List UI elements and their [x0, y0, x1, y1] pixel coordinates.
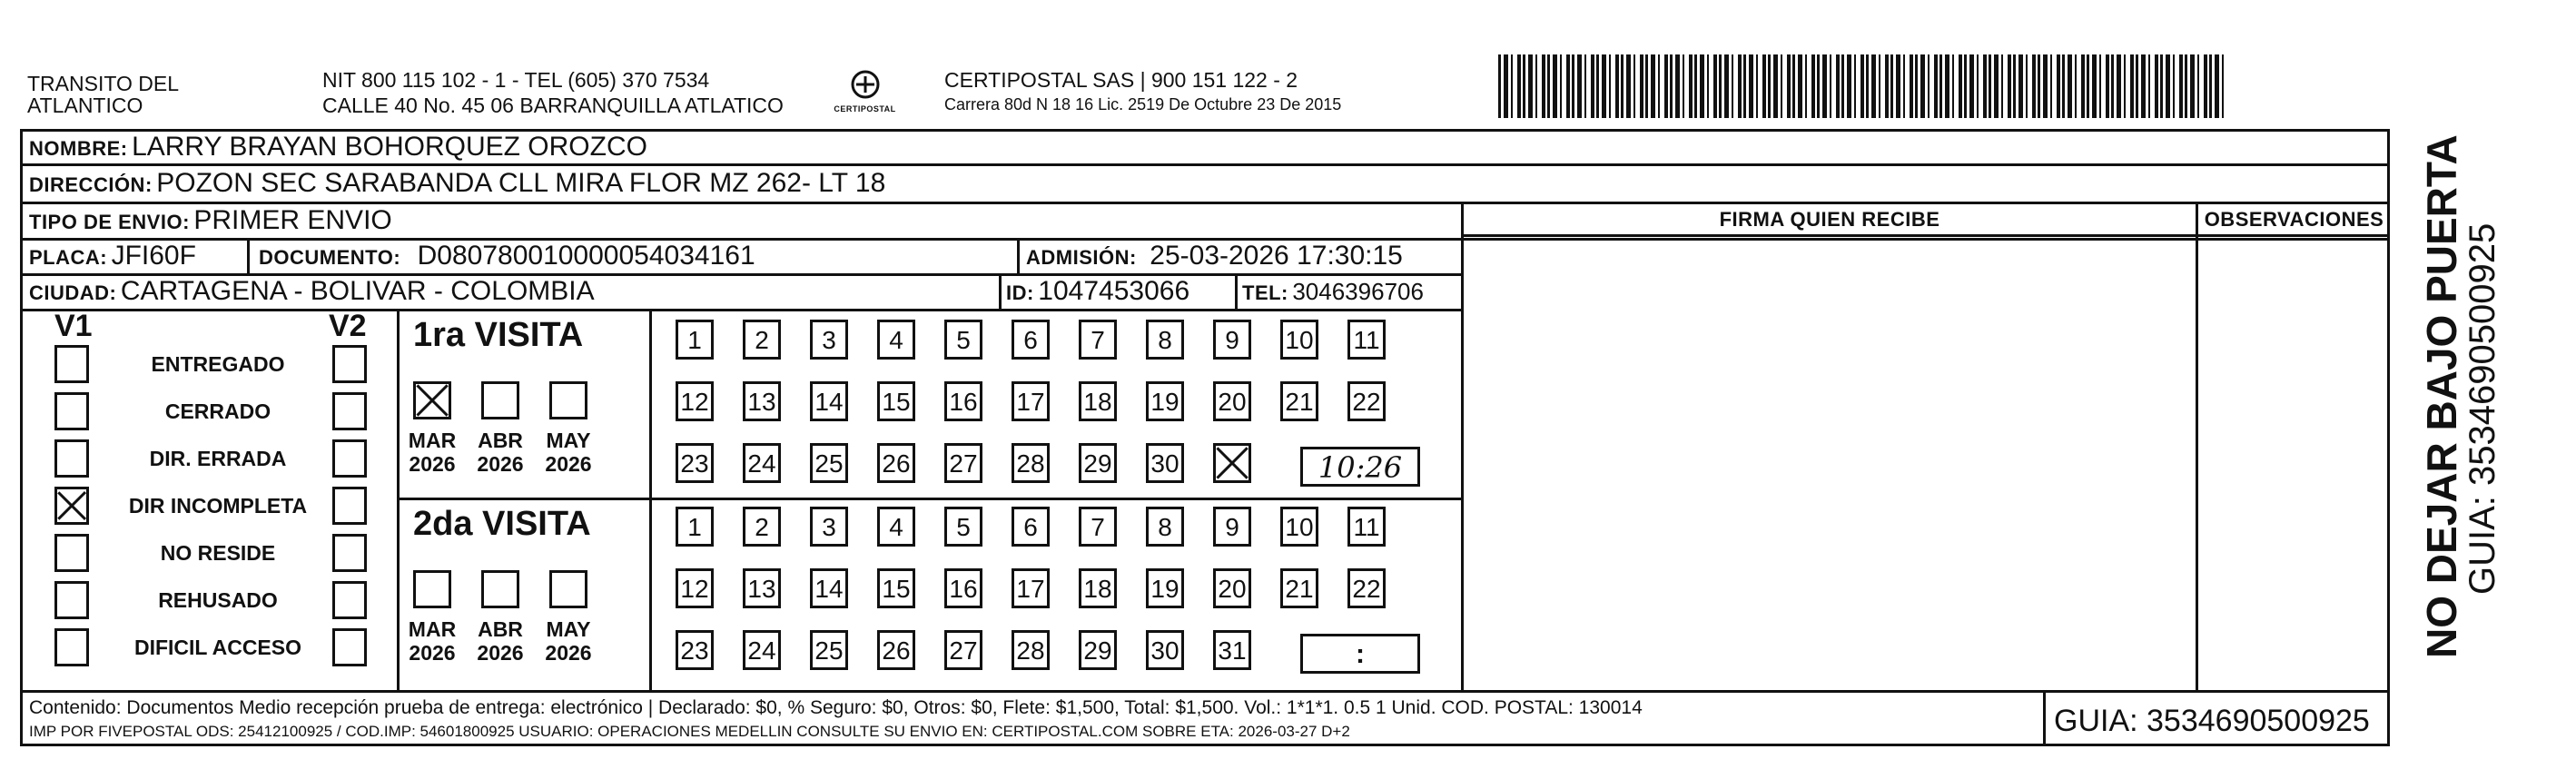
day-box[interactable]: 21	[1280, 381, 1318, 421]
tipo-envio-label: TIPO DE ENVIO:	[29, 211, 190, 233]
day-box[interactable]: 12	[676, 381, 714, 421]
placa-value: JFI60F	[111, 241, 196, 271]
day-box[interactable]: 10	[1280, 320, 1318, 360]
day-box[interactable]: 19	[1146, 381, 1184, 421]
month-label: ABR	[478, 429, 523, 452]
day-box[interactable]: 15	[877, 381, 915, 421]
status-label: CERRADO	[164, 399, 271, 423]
day-box[interactable]: 11	[1347, 507, 1386, 547]
day-box[interactable]: 20	[1213, 381, 1251, 421]
status-label: NO RESIDE	[160, 541, 276, 565]
placa-label: PLACA:	[29, 246, 108, 269]
certipostal-logo	[831, 69, 899, 119]
v2-checkbox[interactable]	[332, 439, 367, 478]
day-box[interactable]: 17	[1012, 381, 1050, 421]
org-line2: ATLANTICO	[27, 94, 143, 117]
footer-content	[29, 695, 2027, 743]
day-box[interactable]: 2	[743, 507, 781, 547]
tel-value: 3046396706	[1292, 278, 1424, 305]
month-checkbox[interactable]	[481, 381, 519, 419]
nit-line: NIT 800 115 102 - 1 - TEL (605) 370 7534	[322, 68, 710, 92]
v2-checkbox[interactable]	[332, 487, 367, 525]
day-box[interactable]: 25	[810, 443, 848, 483]
status-label: DIFICIL ACCESO	[133, 636, 301, 659]
status-label: DIR. ERRADA	[149, 447, 287, 470]
contenido-text: Contenido: Documentos Medio recepción prueba de entrega: electrónico | Declarado: $0, % Seguro: $0, Otros: $0, Flete: $1,500, Total: $1,500. Vol.: 1*1*1. 0.5 1 Unid. COD. POSTAL: 130014	[29, 697, 1643, 718]
month-checkbox[interactable]	[549, 570, 587, 608]
day-box[interactable]: 1	[676, 507, 714, 547]
year-label: 2026	[477, 452, 524, 476]
direccion-row	[29, 165, 885, 206]
day-box[interactable]: 5	[944, 507, 982, 547]
month-caption	[473, 429, 528, 476]
firma-header: FIRMA QUIEN RECIBE	[1719, 208, 1940, 231]
day-box[interactable]: 31	[1213, 630, 1251, 670]
status-label: DIR INCOMPLETA	[128, 494, 308, 518]
first-time-value: 10:26	[1318, 450, 1403, 485]
v2-checkbox[interactable]	[332, 628, 367, 666]
day-box[interactable]: 29	[1079, 630, 1117, 670]
first-time-box[interactable]	[1300, 447, 1420, 487]
day-box[interactable]: 12	[676, 568, 714, 608]
v2-checkbox[interactable]	[332, 581, 367, 619]
day-box[interactable]: 4	[877, 320, 915, 360]
year-label: 2026	[409, 641, 456, 665]
v1-checkbox[interactable]	[54, 345, 89, 383]
month-caption	[473, 617, 528, 665]
day-box[interactable]: 17	[1012, 568, 1050, 608]
v2-label: V2	[329, 309, 367, 343]
direccion-value: POZON SEC SARABANDA CLL MIRA FLOR MZ 262- LT 18	[156, 168, 886, 198]
month-checkbox[interactable]	[481, 570, 519, 608]
v1-checkbox[interactable]	[54, 628, 89, 666]
month-label: MAY	[546, 429, 591, 452]
org-contact	[322, 67, 784, 118]
day-box[interactable]: 23	[676, 630, 714, 670]
day-box[interactable]: 15	[877, 568, 915, 608]
v1-checkbox[interactable]	[54, 392, 89, 430]
v1-checkbox[interactable]	[54, 487, 89, 525]
org-line1: TRANSITO DEL	[27, 72, 179, 95]
second-time-box[interactable]	[1300, 634, 1420, 674]
month-checkbox[interactable]	[413, 381, 451, 419]
day-box[interactable]: 20	[1213, 568, 1251, 608]
id-value: 1047453066	[1038, 276, 1190, 306]
ciudad-value: CARTAGENA - BOLIVAR - COLOMBIA	[120, 276, 595, 306]
logo-text: CERTIPOSTAL	[834, 104, 896, 113]
month-label: ABR	[478, 617, 523, 641]
month-label: MAR	[408, 617, 457, 641]
day-box[interactable]: 24	[743, 443, 781, 483]
month-caption	[405, 429, 459, 476]
day-box[interactable]: 8	[1146, 320, 1184, 360]
day-box[interactable]: 28	[1012, 630, 1050, 670]
day-box[interactable]: 28	[1012, 443, 1050, 483]
day-box[interactable]: 7	[1079, 320, 1117, 360]
logo-emblem-icon	[847, 69, 883, 100]
status-label: ENTREGADO	[151, 352, 285, 376]
footer-guia: GUIA: 3534690500925	[2054, 704, 2370, 738]
month-label: MAR	[408, 429, 457, 452]
day-box[interactable]: 3	[810, 320, 848, 360]
courier-license: Carrera 80d N 18 16 Lic. 2519 De Octubre 23 De 2015	[944, 95, 1342, 113]
day-box[interactable]: 8	[1146, 507, 1184, 547]
v1-checkbox[interactable]	[54, 581, 89, 619]
day-box[interactable]: 1	[676, 320, 714, 360]
day-box[interactable]: 3	[810, 507, 848, 547]
month-checkbox[interactable]	[549, 381, 587, 419]
day-box[interactable]: 13	[743, 381, 781, 421]
day-box[interactable]: 18	[1079, 568, 1117, 608]
address-line: CALLE 40 No. 45 06 BARRANQUILLA ATLATICO	[322, 94, 784, 117]
day-box[interactable]: 25	[810, 630, 848, 670]
status-label: REHUSADO	[158, 588, 278, 612]
day-box[interactable]: 14	[810, 381, 848, 421]
month-caption	[541, 429, 596, 476]
day-box[interactable]: 9	[1213, 507, 1251, 547]
year-label: 2026	[477, 641, 524, 665]
day-box[interactable]: 4	[877, 507, 915, 547]
tel-label: TEL:	[1242, 281, 1288, 304]
day-box[interactable]: 14	[810, 568, 848, 608]
day-box[interactable]: 19	[1146, 568, 1184, 608]
nombre-label: NOMBRE:	[29, 137, 128, 160]
v2-checkbox[interactable]	[332, 534, 367, 572]
documento-value: D080780010000054034161	[417, 241, 755, 271]
month-checkbox[interactable]	[413, 570, 451, 608]
v1-checkbox[interactable]	[54, 439, 89, 478]
day-box[interactable]: 10	[1280, 507, 1318, 547]
v2-checkbox[interactable]	[332, 392, 367, 430]
day-box[interactable]: 26	[877, 443, 915, 483]
month-caption	[541, 617, 596, 665]
imp-text: IMP POR FIVEPOSTAL ODS: 25412100925 / COD.IMP: 54601800925 USUARIO: OPERACIONES MEDELLIN CONSULTE SU ENVIO EN: CERTIPOSTAL.COM SOBRE ETA: 2026-03-27 D+2	[29, 723, 1350, 740]
org-name	[27, 73, 179, 116]
day-box[interactable]: 16	[944, 568, 982, 608]
courier-info	[944, 67, 1341, 116]
day-box[interactable]: 6	[1012, 507, 1050, 547]
courier-name: CERTIPOSTAL SAS | 900 151 122 - 2	[944, 68, 1298, 92]
tel-field	[1242, 273, 1424, 314]
documento-label: DOCUMENTO:	[259, 246, 401, 269]
barcode	[1498, 54, 2225, 118]
side-guia: GUIA: 3534690500925	[2462, 222, 2502, 595]
day-box[interactable]: 21	[1280, 568, 1318, 608]
day-box[interactable]: 30	[1146, 630, 1184, 670]
observaciones-header: OBSERVACIONES	[2204, 208, 2384, 231]
year-label: 2026	[545, 641, 592, 665]
day-box[interactable]: 23	[676, 443, 714, 483]
year-label: 2026	[545, 452, 592, 476]
day-box[interactable]: 30	[1146, 443, 1184, 483]
day-box[interactable]	[1213, 443, 1251, 483]
admision-value: 25-03-2026 17:30:15	[1150, 241, 1403, 271]
v2-checkbox[interactable]	[332, 345, 367, 383]
month-label: MAY	[546, 617, 591, 641]
day-box[interactable]: 24	[743, 630, 781, 670]
tipo-envio-value: PRIMER ENVIO	[193, 205, 392, 235]
v1-checkbox[interactable]	[54, 534, 89, 572]
day-box[interactable]: 27	[944, 443, 982, 483]
day-box[interactable]: 13	[743, 568, 781, 608]
v1-label: V1	[54, 309, 93, 343]
day-box[interactable]: 9	[1213, 320, 1251, 360]
nombre-row	[29, 129, 647, 170]
day-box[interactable]: 27	[944, 630, 982, 670]
side-warning: NO DEJAR BAJO PUERTA	[2418, 134, 2465, 658]
day-box[interactable]: 26	[877, 630, 915, 670]
day-box[interactable]: 5	[944, 320, 982, 360]
day-box[interactable]: 7	[1079, 507, 1117, 547]
day-box[interactable]: 11	[1347, 320, 1386, 360]
year-label: 2026	[409, 452, 456, 476]
admision-label: ADMISIÓN:	[1026, 246, 1137, 269]
second-time-value: :	[1356, 639, 1365, 669]
day-box[interactable]: 16	[944, 381, 982, 421]
id-label: ID:	[1006, 281, 1034, 304]
day-box[interactable]: 22	[1347, 381, 1386, 421]
direccion-label: DIRECCIÓN:	[29, 173, 153, 196]
day-box[interactable]: 22	[1347, 568, 1386, 608]
nombre-value: LARRY BRAYAN BOHORQUEZ OROZCO	[132, 132, 647, 162]
ciudad-field	[29, 273, 595, 314]
day-box[interactable]: 2	[743, 320, 781, 360]
ciudad-label: CIUDAD:	[29, 281, 117, 304]
second-visit-title: 2da VISITA	[413, 505, 591, 543]
month-caption	[405, 617, 459, 665]
day-box[interactable]: 18	[1079, 381, 1117, 421]
day-box[interactable]: 6	[1012, 320, 1050, 360]
id-field	[1006, 273, 1189, 314]
first-visit-title: 1ra VISITA	[413, 316, 584, 354]
day-box[interactable]: 29	[1079, 443, 1117, 483]
